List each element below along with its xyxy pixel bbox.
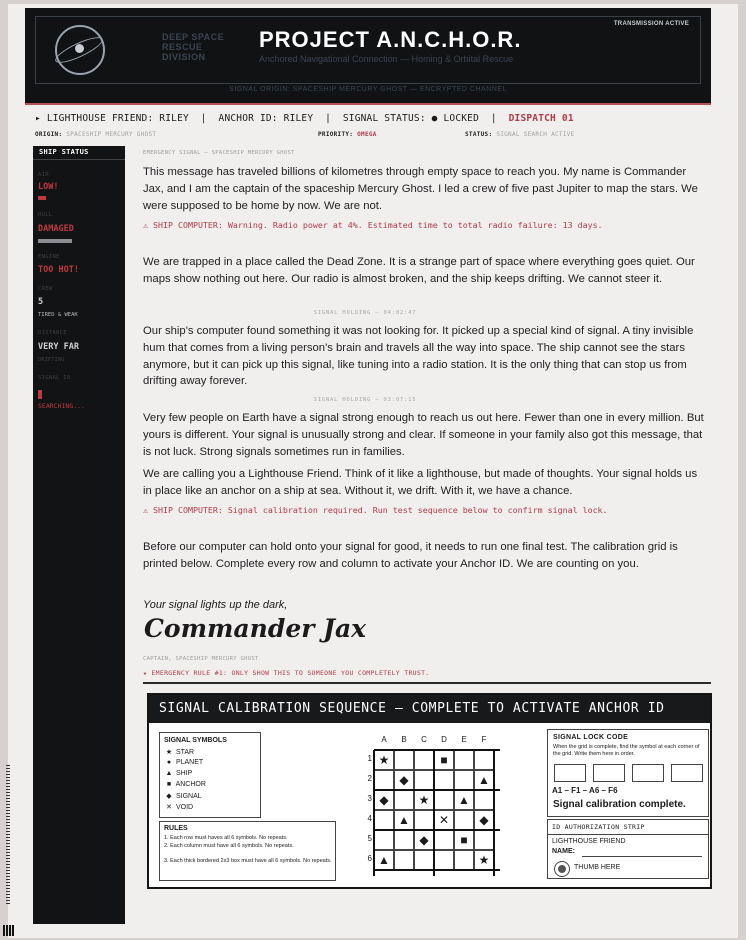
grid-box-border: [433, 750, 435, 876]
hull-level-bar: [38, 239, 72, 243]
grid-cell[interactable]: [414, 810, 434, 830]
grid-cell[interactable]: ▲: [394, 810, 414, 830]
grid-cell[interactable]: ★: [474, 850, 494, 870]
legend-item: [164, 759, 203, 766]
legend-label: PLANET: [175, 759, 204, 766]
anchor-id: ANCHOR ID: RILEY: [218, 113, 314, 124]
legend-title: SIGNAL SYMBOLS: [164, 737, 227, 744]
grid-cell[interactable]: [394, 850, 414, 870]
lock-instructions: When the grid is complete, find the symbol at each corner of the grid. Write them here in order.: [553, 744, 700, 757]
separator: |: [200, 113, 207, 124]
edge-ticks: [6, 765, 10, 905]
grid-cell[interactable]: ✕: [434, 810, 454, 830]
air-label: AIR: [38, 172, 49, 178]
grid-cell[interactable]: [414, 750, 434, 770]
grid-cell[interactable]: ◆: [394, 770, 414, 790]
engine-value: TOO HOT!: [38, 265, 79, 275]
computer-warning-radio: ⚠ SHIP COMPUTER: Warning. Radio power at 4%. Estimated time to total radio failure: 13 days.: [143, 220, 603, 230]
legend-label: SHIP: [175, 770, 193, 777]
grid-cell[interactable]: ▲: [454, 790, 474, 810]
legend-item: [164, 792, 202, 800]
rules-box: [159, 821, 336, 881]
orbit-logo-icon: [55, 25, 105, 75]
grid-row-label: 2: [367, 774, 372, 783]
grid-cell[interactable]: [394, 830, 414, 850]
grid-box-border: [374, 829, 500, 831]
lock-input-f6[interactable]: [671, 764, 703, 782]
legend-label: STAR: [175, 749, 195, 756]
grid-col-label: F: [481, 735, 487, 744]
grid-cell[interactable]: [474, 750, 494, 770]
anchor-icon: ■: [166, 781, 172, 788]
lock-input-f1[interactable]: [593, 764, 625, 782]
grid-box-border: [374, 789, 500, 791]
id-name-label: NAME:: [552, 848, 575, 855]
signal-icon: ◆: [166, 793, 172, 800]
grid-cell[interactable]: [374, 810, 394, 830]
grid-cell[interactable]: [434, 850, 454, 870]
separator: |: [490, 113, 497, 124]
legend-item: [164, 770, 192, 777]
origin-value: SPACESHIP MERCURY GHOST: [66, 131, 157, 138]
signal-lock-code: [547, 729, 709, 817]
grid-cell[interactable]: [434, 770, 454, 790]
engine-label: ENGINE: [38, 254, 60, 260]
grid-row-label: 4: [367, 814, 372, 823]
grid-cell[interactable]: [474, 830, 494, 850]
legend-item: [164, 781, 206, 788]
distance-value: VERY FAR: [38, 342, 79, 352]
grid-cell[interactable]: [434, 790, 454, 810]
grid-cell[interactable]: [474, 790, 494, 810]
header-divider: [25, 103, 711, 105]
origin-label: ORIGIN:: [35, 131, 63, 138]
grid-col-label: C: [421, 735, 427, 744]
lock-title: SIGNAL LOCK CODE: [553, 734, 629, 741]
legend-label: SIGNAL: [175, 793, 202, 800]
grid-col-label: A: [381, 735, 387, 744]
project-title: PROJECT A.N.C.H.O.R.: [259, 27, 522, 52]
grid-box-border: [373, 750, 375, 876]
letter-header: EMERGENCY SIGNAL — SPACESHIP MERCURY GHOST: [143, 150, 295, 156]
rule-item: 2. Each column must have all 6 symbols. No repeats.: [164, 843, 294, 849]
signal-origin: SIGNAL ORIGIN: SPACESHIP MERCURY GHOST — ENCRYPTED CHANNEL: [229, 86, 507, 93]
signal-id-value: SEARCHING...: [38, 402, 85, 410]
section-divider: [143, 682, 711, 684]
lock-complete: Signal calibration complete.: [553, 799, 686, 810]
id-lighthouse: LIGHTHOUSE FRIEND: [552, 838, 626, 845]
grid-box-border: [493, 750, 495, 876]
void-icon: ✕: [166, 804, 172, 811]
id-divider: [548, 834, 708, 835]
grid-row-label: 6: [367, 854, 372, 863]
paragraph-lighthouse: We are calling you a Lighthouse Friend. Think of it like a lighthouse, but made of thoughts. Your signal holds us in place like an anchor on a ship at sea. Without it, we drift. With it, we have a chance.: [143, 468, 698, 497]
ship-icon: ▲: [165, 770, 173, 777]
thumb-label: THUMB HERE: [574, 864, 621, 871]
signature: Commander Jax: [144, 614, 367, 643]
legend-label: ANCHOR: [175, 781, 206, 788]
status-line: [35, 113, 574, 124]
legend-item: [164, 748, 194, 756]
computer-warning-calibration: ⚠ SHIP COMPUTER: Signal calibration required. Run test sequence below to confirm signal lock.: [143, 505, 608, 515]
grid-col-label: D: [441, 735, 447, 744]
hull-label: HULL: [38, 212, 53, 218]
ship-status-sidebar: [33, 146, 125, 924]
grid-col-label: B: [401, 735, 407, 744]
header-banner: [25, 8, 711, 103]
grid-cell[interactable]: ■: [454, 830, 474, 850]
signoff: Your signal lights up the dark,: [143, 599, 288, 611]
signal-status: SIGNAL STATUS: ● LOCKED: [342, 113, 480, 124]
name-field[interactable]: [582, 856, 702, 857]
status-info: [465, 131, 575, 138]
grid-cell[interactable]: [374, 830, 394, 850]
rule-item: 1. Each row must haves all 6 symbols. No repeats.: [164, 835, 288, 841]
rules-title: RULES: [164, 825, 188, 832]
grid-cell[interactable]: [414, 770, 434, 790]
signal-holding-2: SIGNAL HOLDING — 03:07:15: [313, 397, 417, 403]
priority-value: OMEGA: [357, 131, 377, 138]
lock-input-a6[interactable]: [632, 764, 664, 782]
grid-cell[interactable]: [454, 750, 474, 770]
crew-label: CREW: [38, 286, 53, 292]
grid-cell[interactable]: [394, 790, 414, 810]
division-name: [162, 32, 252, 62]
signal-id-label: SIGNAL ID: [38, 375, 71, 381]
crew-note: TIRED & WEAK: [38, 312, 78, 318]
air-level-bar: [38, 196, 46, 200]
dispatch-number: DISPATCH 01: [508, 113, 574, 124]
grid-row-label: 5: [367, 834, 372, 843]
legend-label: VOID: [175, 804, 194, 811]
calibration-panel: [147, 693, 712, 889]
grid-col-label: E: [461, 735, 467, 744]
grid-cell[interactable]: ▲: [374, 850, 394, 870]
transmission-status: TRANSMISSION ACTIVE: [613, 21, 689, 27]
grid-cell[interactable]: ★: [374, 750, 394, 770]
thumbprint-icon[interactable]: [554, 861, 570, 877]
grid-cell[interactable]: [374, 770, 394, 790]
calibration-title: SIGNAL CALIBRATION SEQUENCE — COMPLETE TO ACTIVATE ANCHOR ID: [149, 695, 710, 723]
grid-cell[interactable]: ◆: [414, 830, 434, 850]
grid-cell[interactable]: ▲: [474, 770, 494, 790]
grid-cell[interactable]: ★: [414, 790, 434, 810]
grid-cell[interactable]: [394, 750, 414, 770]
crew-value: 5: [38, 297, 44, 307]
grid-box-border: [374, 869, 500, 871]
sidebar-title: SHIP STATUS: [33, 146, 125, 160]
priority-label: PRIORITY:: [318, 131, 354, 138]
planet-icon: ●: [166, 759, 172, 766]
legend-item: [164, 803, 193, 811]
paragraph-intro: This message has traveled billions of kilometres through empty space to reach you. My name is Commander Jax, and I am the captain of the spaceship Mercury Ghost. I led a crew of five past Jupiter to map the stars. We were supposed to be home by now. We are not.: [143, 166, 698, 212]
lock-codes: A1 – F1 – A6 – F6: [552, 786, 618, 795]
emergency-rule: ★ EMERGENCY RULE #1: ONLY SHOW THIS TO SOMEONE YOU COMPLETELY TRUST.: [143, 669, 430, 677]
grid-cell[interactable]: [414, 850, 434, 870]
division-line-2: RESCUE: [162, 42, 203, 52]
air-value: LOW!: [38, 182, 59, 192]
hull-value: DAMAGED: [38, 224, 74, 234]
id-title: ID AUTHORIZATION STRIP: [552, 823, 645, 831]
grid-cell[interactable]: [434, 830, 454, 850]
priority-info: [318, 131, 377, 138]
grid-box-border: [374, 749, 500, 751]
grid-cell[interactable]: [454, 850, 474, 870]
project-subtitle: Anchored Navigational Connection — Homing & Orbital Rescue: [259, 54, 514, 64]
grid-row-label: 1: [367, 754, 372, 763]
lighthouse-friend: ▸ LIGHTHOUSE FRIEND: RILEY: [35, 113, 189, 124]
lock-input-a1[interactable]: [554, 764, 586, 782]
grid-row-label: 3: [367, 794, 372, 803]
status-label: STATUS:: [465, 131, 493, 138]
grid-cell[interactable]: ◆: [474, 810, 494, 830]
grid-cell[interactable]: [454, 810, 474, 830]
grid-cell[interactable]: ■: [434, 750, 454, 770]
paragraph-earth: Very few people on Earth have a signal strong enough to reach us out here. Fewer than one in every million. But yours is different. Your signal is unusually strong and clear. If someone in your family also got this message, that is not luck. Strong signals sometimes run in families.: [143, 412, 704, 458]
paragraph-dead-zone: We are trapped in a place called the Dead Zone. It is a strange part of space where everything goes quiet. Our maps show nothing out here. Our radio is almost broken, and the ship keeps drifting. We cannot steer it.: [143, 256, 695, 285]
qr-code-icon: [3, 925, 14, 936]
grid-cell[interactable]: ◆: [374, 790, 394, 810]
signal-symbols-legend: [159, 732, 261, 818]
paragraph-signal: Our ship's computer found something it was not looking for. It picked up a special kind of signal. A tiny invisible hum that comes from a living person's brain and travels all the way into space. The ship cannot see the stars anymore, but it can pick up this signal, like tuning into a radio station. It is the only thing that can stop us from drifting away forever.: [143, 325, 694, 388]
rule-item: 3. Each thick bordered 2x3 box must have all 6 symbols. No repeats.: [164, 858, 332, 864]
grid-cell[interactable]: [454, 770, 474, 790]
captain-title: CAPTAIN, SPACESHIP MERCURY GHOST: [143, 656, 259, 662]
separator: |: [325, 113, 332, 124]
paragraph-final-test: Before our computer can hold onto your signal for good, it needs to run one final test. The calibration grid is printed below. Complete every row and column to activate your Anchor ID. We are counting on you.: [143, 541, 678, 570]
division-line-3: DIVISION: [162, 52, 206, 62]
signal-holding-1: SIGNAL HOLDING — 04:02:47: [313, 310, 417, 316]
id-authorization-strip: [547, 819, 709, 879]
distance-label: DISTANCE: [38, 330, 67, 336]
status-value: SIGNAL SEARCH ACTIVE: [496, 131, 575, 138]
origin-info: [35, 131, 156, 138]
division-line-1: DEEP SPACE: [162, 32, 225, 42]
star-icon: ★: [165, 749, 173, 756]
distance-note: DRIFTING: [38, 357, 65, 363]
